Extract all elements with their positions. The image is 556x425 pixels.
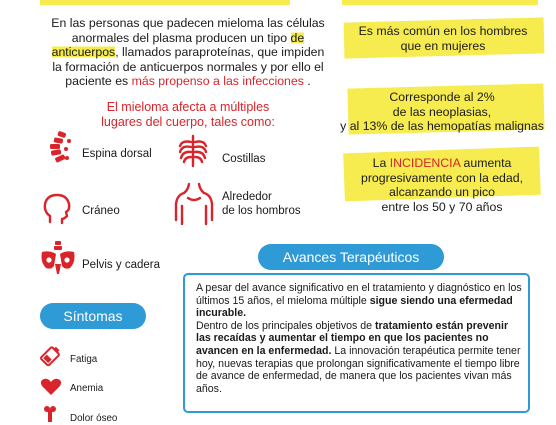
intro-emphasis: más propenso a las infecciones [131, 74, 304, 89]
body-sites-heading: El mieloma afecta a múltiples lugares del cuerpo, tales como: [101, 100, 275, 129]
spine-icon [44, 130, 76, 166]
fact-incidence: La INCIDENCIA aumenta progresivamente con la edad, alcanzando un pico entre los 50 y 70 años [360, 156, 523, 214]
sintomas-heading: Síntomas [40, 303, 146, 329]
ribs-icon [176, 134, 210, 168]
symptom-label-fatigue: Fatiga [70, 354, 98, 365]
site-label-shoulders: Alrededor de los hombros [222, 191, 301, 217]
intro-text: En las personas que padecen mieloma las células anormales del plasma producen un tipo [51, 16, 325, 45]
symptom-label-anemia: Anemia [70, 383, 104, 394]
intro-highlight: de anticuerpos [51, 30, 305, 60]
pelvis-icon [38, 240, 78, 278]
site-label-pelvis: Pelvis y cadera [82, 259, 160, 271]
intro-paragraph: En las personas que padecen mieloma las células anormales del plasma producen un tipo de anticuerpos, llamados paraproteínas, que impiden la formación de anticuerpos normales y por ello el paciente es más propenso a las infecciones . [51, 16, 325, 89]
site-label-spine: Espina dorsal [82, 148, 152, 160]
intro-text: , llamados paraproteínas, que impiden la formación de anticuerpos normales y por ello el paciente es [52, 45, 325, 89]
fact-prevalence: Corresponde al 2% de las neoplasias, y al 13% de las hemopatías malignas [340, 90, 544, 134]
fact-gender: Es más común en los hombres que en mujeres [358, 24, 528, 53]
site-label-ribs: Costillas [222, 153, 266, 165]
heart-icon [40, 378, 62, 396]
skull-icon [42, 192, 72, 226]
symptom-label-bone-pain: Dolor óseo [70, 413, 118, 424]
site-label-skull: Cráneo [82, 205, 120, 217]
battery-low-icon [38, 344, 64, 368]
avances-text: A pesar del avance significativo en el tratamiento y diagnóstico en los últimos 15 años, el mieloma múltiple sigue siendo una efermedad incurable. Dentro de los principales objetivos de tratamiento están prevenir las recaídas y aumentar el tiempo en que los pacientes no avancen en la enfermedad. La innovación terapéutica permite tener hoy, nuevas terapias que prolongan significativamente el tiempo libre de avance de enfermedad, de manera que los pacientes vivan más años. [196, 282, 522, 395]
shoulders-icon [172, 180, 216, 226]
incidence-keyword: INCIDENCIA [389, 156, 461, 170]
avances-heading: Avances Terapéuticos [258, 244, 444, 270]
top-decorative-strip [342, 0, 538, 5]
top-decorative-strip [40, 0, 290, 5]
bone-icon [42, 406, 58, 424]
